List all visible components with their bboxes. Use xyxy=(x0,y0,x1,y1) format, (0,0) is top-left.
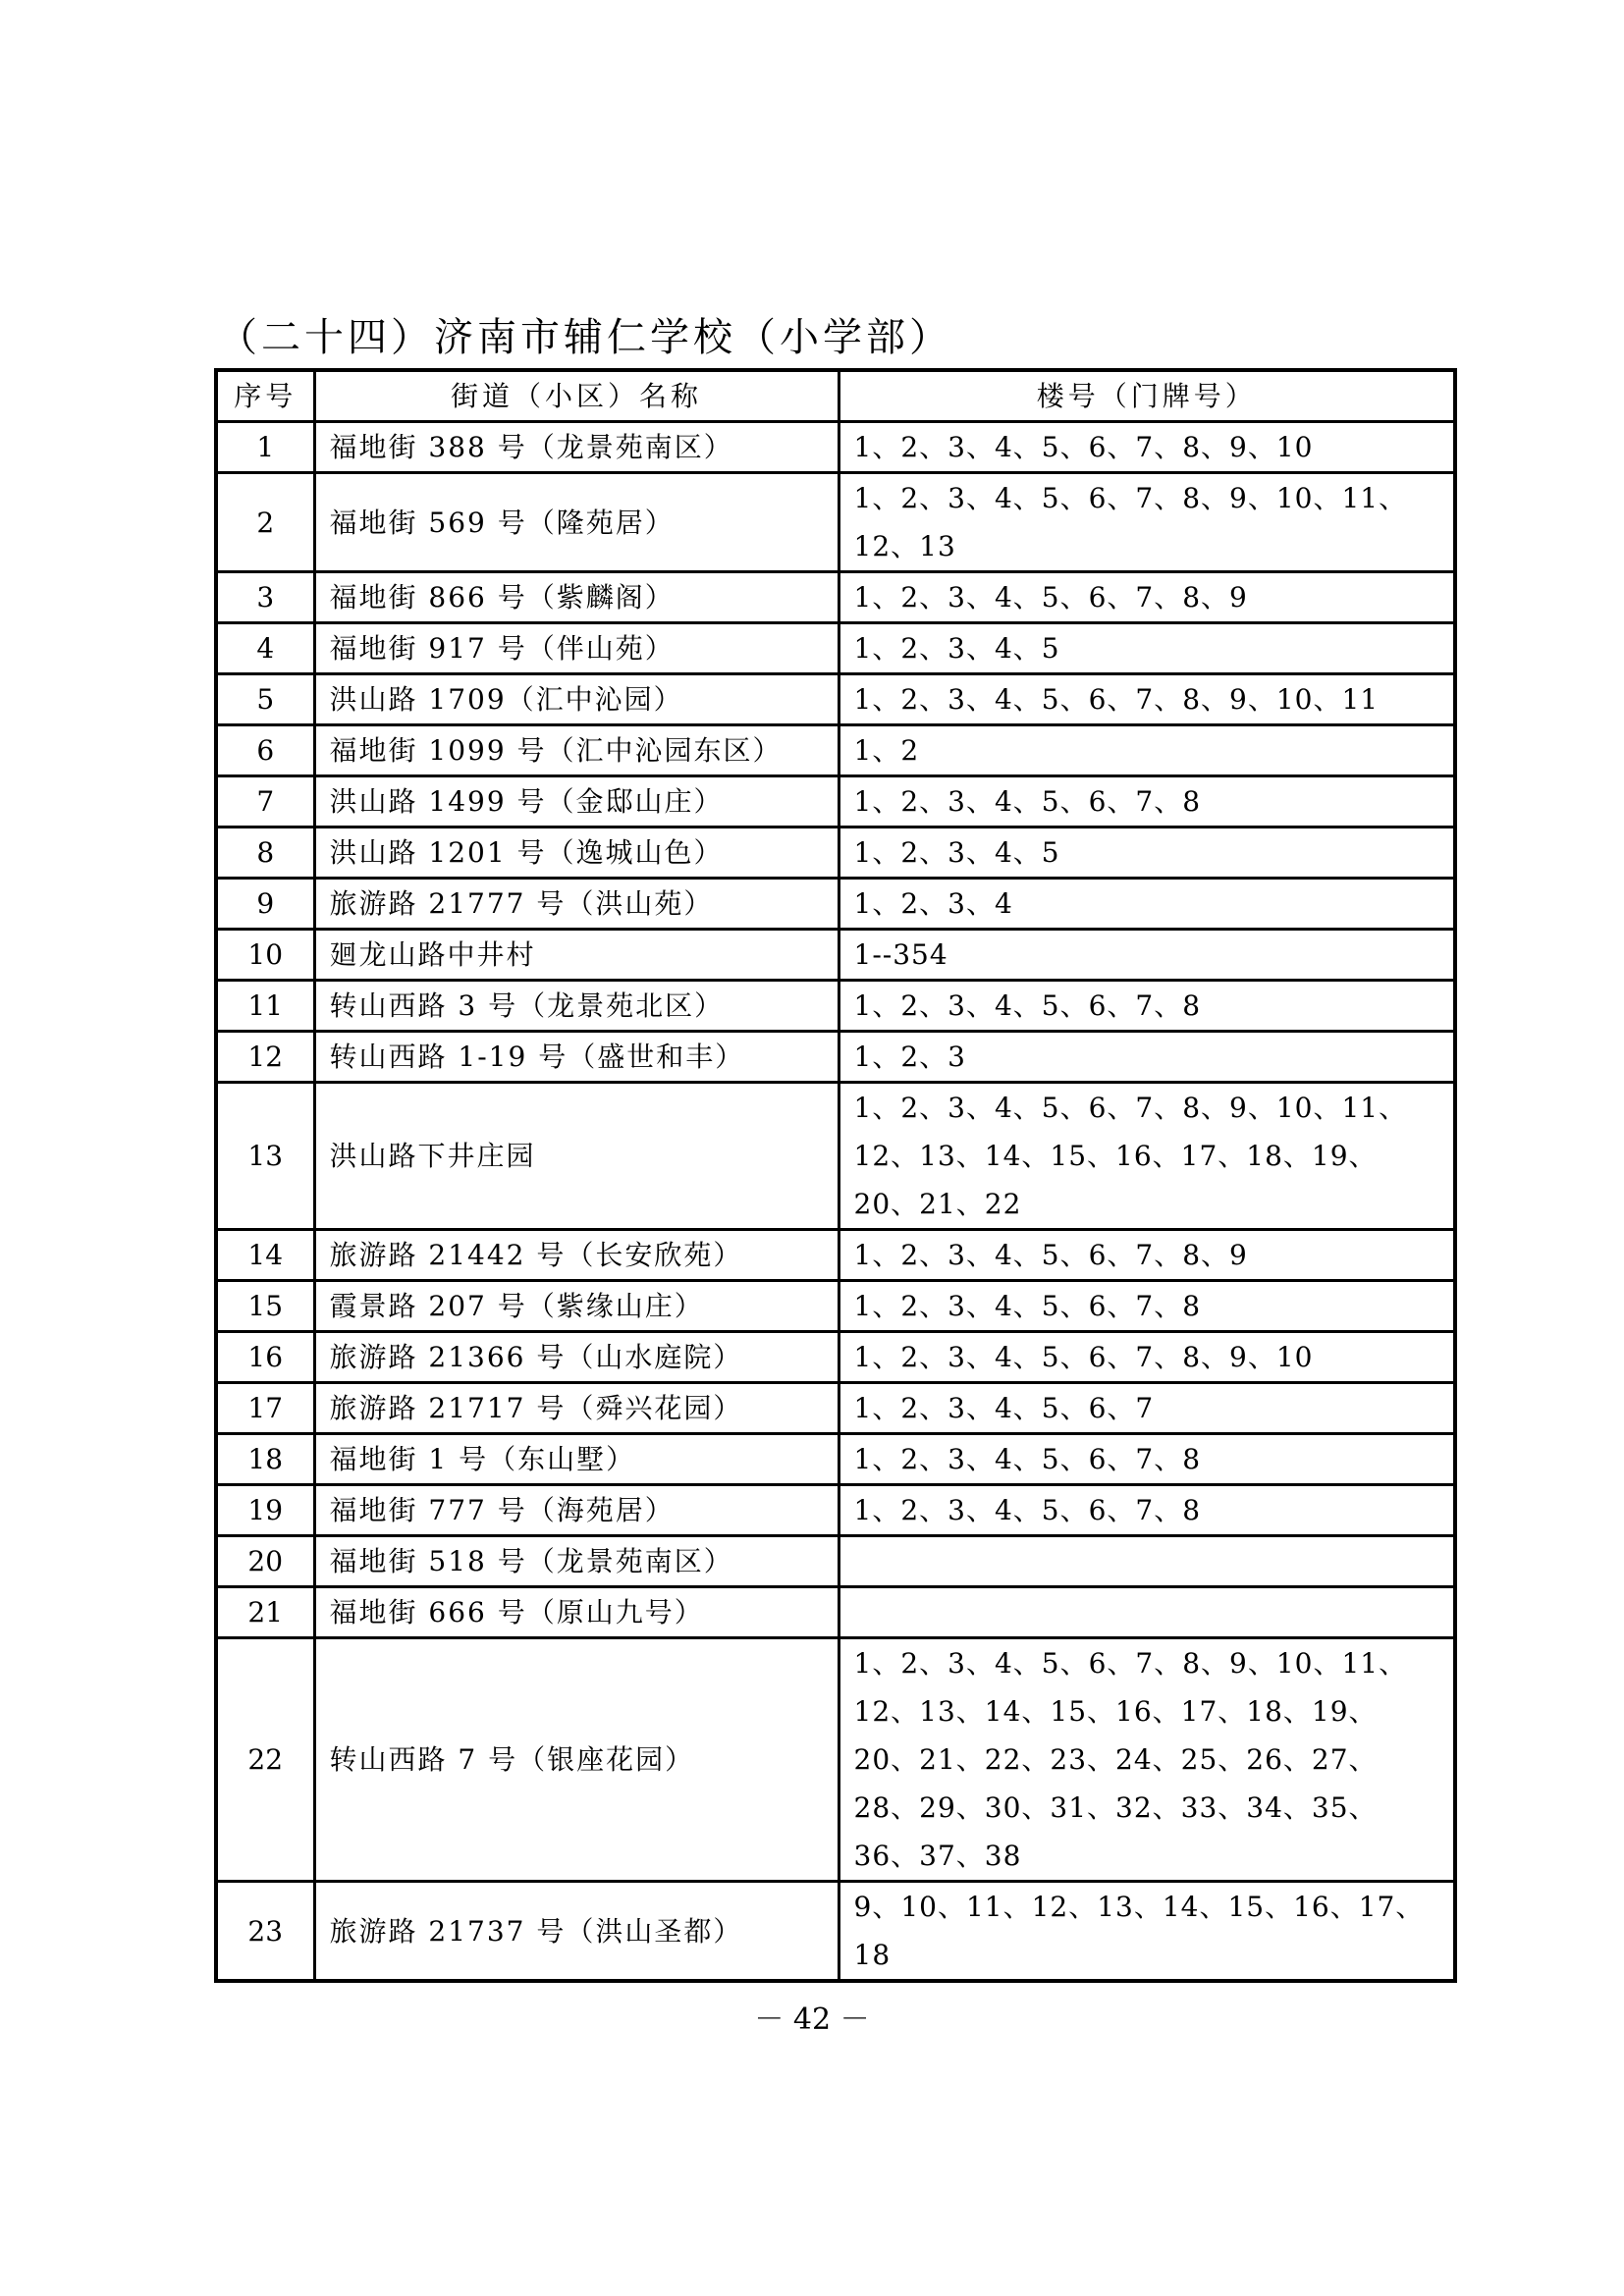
table-row xyxy=(216,572,1455,623)
row-street-name-cell: 转山西路 3 号（龙景苑北区） xyxy=(314,981,839,1032)
row-street-name-cell: 福地街 388 号（龙景苑南区） xyxy=(314,422,839,473)
row-building-numbers-cell: 1、2、3、4、5、6、7 xyxy=(839,1383,1455,1434)
row-building-numbers-cell: 1、2、3、4、5、6、7、8 xyxy=(839,1281,1455,1332)
row-seq-cell: 18 xyxy=(216,1434,314,1485)
table-body xyxy=(216,422,1455,1982)
row-seq-cell: 19 xyxy=(216,1485,314,1536)
row-building-numbers-cell: 9、10、11、12、13、14、15、16、17、18 xyxy=(839,1882,1455,1982)
row-building-numbers-cell: 1、2、3、4、5、6、7、8、9 xyxy=(839,1230,1455,1281)
row-building-numbers-cell: 1、2、3、4 xyxy=(839,879,1455,930)
header-seq: 序号 xyxy=(216,370,314,422)
table-row xyxy=(216,725,1455,776)
header-building-numbers: 楼号（门牌号） xyxy=(839,370,1455,422)
table-row xyxy=(216,1332,1455,1383)
school-district-table xyxy=(214,368,1457,1983)
table-row xyxy=(216,776,1455,828)
row-seq-cell: 7 xyxy=(216,776,314,828)
table-row xyxy=(216,1032,1455,1083)
table-row xyxy=(216,623,1455,674)
row-building-numbers-cell: 1、2、3、4、5、6、7、8 xyxy=(839,981,1455,1032)
row-street-name-cell: 福地街 866 号（紫麟阁） xyxy=(314,572,839,623)
row-building-numbers-cell: 1、2、3、4、5、6、7、8、9、10、11、12、13、14、15、16、17、18、19、20、21、22、23、24、25、26、27、28、29、30、31、32、33、34、35、36、37、38 xyxy=(839,1638,1455,1882)
row-street-name-cell: 旅游路 21366 号（山水庭院） xyxy=(314,1332,839,1383)
row-seq-cell: 14 xyxy=(216,1230,314,1281)
table-row xyxy=(216,1587,1455,1638)
row-street-name-cell: 洪山路下井庄园 xyxy=(314,1083,839,1230)
table-row xyxy=(216,674,1455,725)
row-seq-cell: 5 xyxy=(216,674,314,725)
row-building-numbers-cell: 1、2、3、4、5、6、7、8、9、10 xyxy=(839,422,1455,473)
row-seq-cell: 11 xyxy=(216,981,314,1032)
table-row xyxy=(216,1083,1455,1230)
table-row xyxy=(216,981,1455,1032)
row-seq-cell: 16 xyxy=(216,1332,314,1383)
row-street-name-cell: 福地街 1099 号（汇中沁园东区） xyxy=(314,725,839,776)
row-seq-cell: 13 xyxy=(216,1083,314,1230)
row-seq-cell: 22 xyxy=(216,1638,314,1882)
header-street-name: 街道（小区）名称 xyxy=(314,370,839,422)
row-street-name-cell: 福地街 1 号（东山墅） xyxy=(314,1434,839,1485)
row-building-numbers-cell: 1、2、3、4、5 xyxy=(839,623,1455,674)
row-seq-cell: 3 xyxy=(216,572,314,623)
row-seq-cell: 9 xyxy=(216,879,314,930)
row-building-numbers-cell: 1、2、3、4、5、6、7、8 xyxy=(839,776,1455,828)
row-building-numbers-cell xyxy=(839,1536,1455,1587)
row-seq-cell: 23 xyxy=(216,1882,314,1982)
table-row xyxy=(216,1485,1455,1536)
table-row xyxy=(216,930,1455,981)
table-row xyxy=(216,1434,1455,1485)
table-row xyxy=(216,1230,1455,1281)
table-row xyxy=(216,1882,1455,1982)
row-street-name-cell: 福地街 777 号（海苑居） xyxy=(314,1485,839,1536)
row-street-name-cell: 洪山路 1201 号（逸城山色） xyxy=(314,828,839,879)
row-seq-cell: 1 xyxy=(216,422,314,473)
table-row xyxy=(216,1281,1455,1332)
page-number: － 42 － xyxy=(754,2002,870,2037)
row-seq-cell: 15 xyxy=(216,1281,314,1332)
row-seq-cell: 8 xyxy=(216,828,314,879)
row-seq-cell: 17 xyxy=(216,1383,314,1434)
table-row xyxy=(216,1383,1455,1434)
row-building-numbers-cell: 1、2 xyxy=(839,725,1455,776)
row-street-name-cell: 福地街 518 号（龙景苑南区） xyxy=(314,1536,839,1587)
row-seq-cell: 21 xyxy=(216,1587,314,1638)
table-row xyxy=(216,1536,1455,1587)
table-row xyxy=(216,1638,1455,1882)
table-row xyxy=(216,828,1455,879)
row-building-numbers-cell: 1、2、3、4、5、6、7、8 xyxy=(839,1434,1455,1485)
row-street-name-cell: 福地街 666 号（原山九号） xyxy=(314,1587,839,1638)
row-seq-cell: 20 xyxy=(216,1536,314,1587)
row-street-name-cell: 转山西路 1-19 号（盛世和丰） xyxy=(314,1032,839,1083)
row-building-numbers-cell: 1、2、3、4、5、6、7、8、9、10、11 xyxy=(839,674,1455,725)
row-building-numbers-cell: 1、2、3、4、5、6、7、8、9 xyxy=(839,572,1455,623)
row-building-numbers-cell: 1、2、3 xyxy=(839,1032,1455,1083)
row-building-numbers-cell xyxy=(839,1587,1455,1638)
row-building-numbers-cell: 1、2、3、4、5、6、7、8、9、10、11、12、13、14、15、16、17、18、19、20、21、22 xyxy=(839,1083,1455,1230)
row-street-name-cell: 霞景路 207 号（紫缘山庄） xyxy=(314,1281,839,1332)
row-street-name-cell: 旅游路 21777 号（洪山苑） xyxy=(314,879,839,930)
table-row xyxy=(216,422,1455,473)
row-street-name-cell: 廻龙山路中井村 xyxy=(314,930,839,981)
row-street-name-cell: 福地街 917 号（伴山苑） xyxy=(314,623,839,674)
row-seq-cell: 10 xyxy=(216,930,314,981)
row-street-name-cell: 旅游路 21442 号（长安欣苑） xyxy=(314,1230,839,1281)
row-seq-cell: 6 xyxy=(216,725,314,776)
table-row xyxy=(216,473,1455,572)
row-street-name-cell: 旅游路 21737 号（洪山圣都） xyxy=(314,1882,839,1982)
row-building-numbers-cell: 1、2、3、4、5、6、7、8、9、10、11、12、13 xyxy=(839,473,1455,572)
row-street-name-cell: 转山西路 7 号（银座花园） xyxy=(314,1638,839,1882)
row-street-name-cell: 洪山路 1499 号（金邸山庄） xyxy=(314,776,839,828)
row-seq-cell: 12 xyxy=(216,1032,314,1083)
row-building-numbers-cell: 1、2、3、4、5、6、7、8 xyxy=(839,1485,1455,1536)
table-header-row xyxy=(216,370,1455,422)
row-building-numbers-cell: 1、2、3、4、5、6、7、8、9、10 xyxy=(839,1332,1455,1383)
row-seq-cell: 4 xyxy=(216,623,314,674)
section-title: （二十四）济南市辅仁学校（小学部） xyxy=(218,315,952,360)
row-street-name-cell: 旅游路 21717 号（舜兴花园） xyxy=(314,1383,839,1434)
table-row xyxy=(216,879,1455,930)
row-building-numbers-cell: 1、2、3、4、5 xyxy=(839,828,1455,879)
row-building-numbers-cell: 1--354 xyxy=(839,930,1455,981)
row-seq-cell: 2 xyxy=(216,473,314,572)
row-street-name-cell: 洪山路 1709（汇中沁园） xyxy=(314,674,839,725)
row-street-name-cell: 福地街 569 号（隆苑居） xyxy=(314,473,839,572)
